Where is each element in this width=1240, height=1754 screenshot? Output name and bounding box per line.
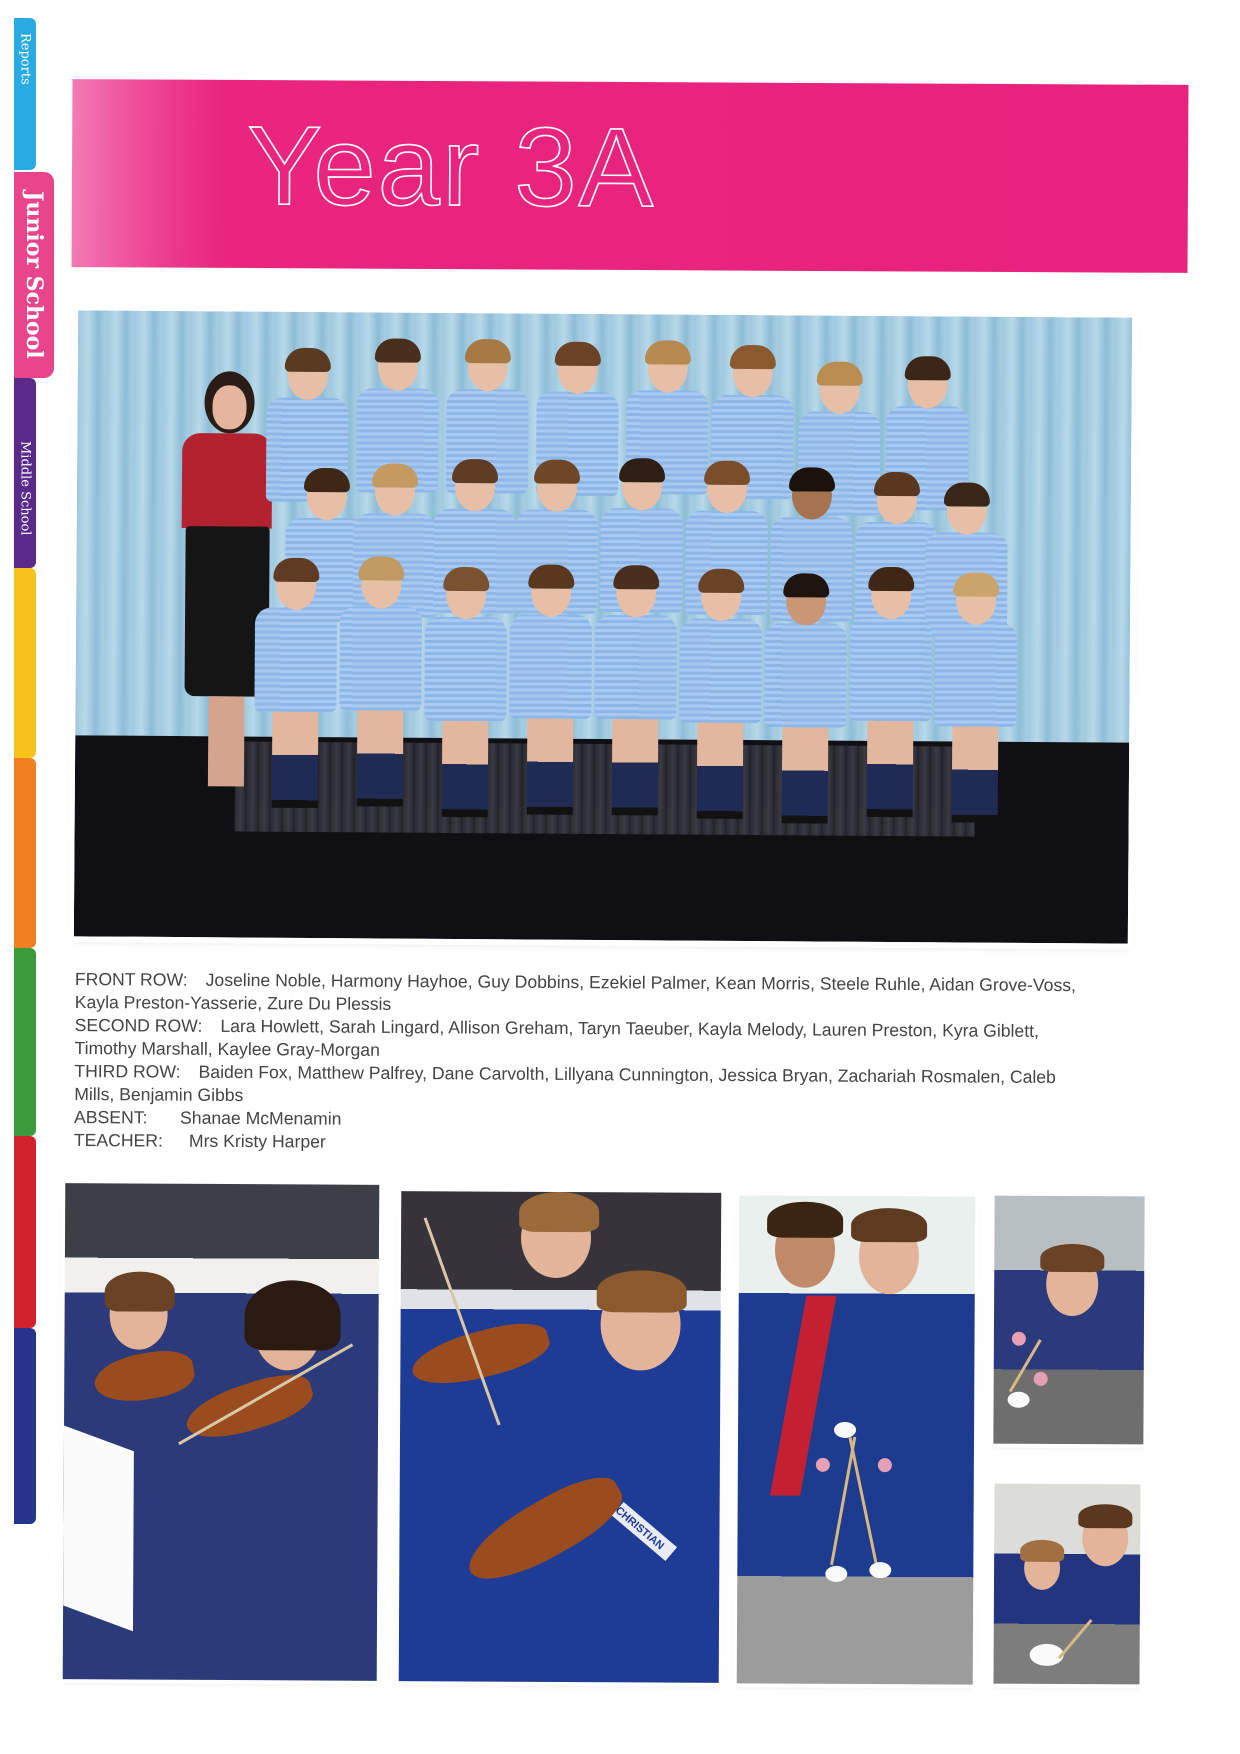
student-hair: [1078, 1504, 1132, 1528]
student-hair: [519, 1192, 599, 1232]
violin: [91, 1346, 197, 1408]
marshmallow: [1034, 1372, 1048, 1386]
marshmallow-girls-photo: [737, 1195, 976, 1684]
third-row-names: Baiden Fox, Matthew Palfrey, Dane Carvolth, Lillyana Cunnington, Jessica Bryan, Zachariah Rosmalen, Caleb: [198, 1061, 1056, 1087]
toothpick: [849, 1437, 878, 1565]
absent-names: Shanae McMenamin: [180, 1107, 342, 1129]
violin-bow: [424, 1217, 501, 1425]
absent-label: ABSENT:: [74, 1106, 148, 1128]
front-row-label: FRONT ROW:: [74, 969, 188, 990]
violin: [180, 1365, 318, 1448]
front-row-line-2: Kayla Preston-Yasserie, Zure Du Plessis: [74, 991, 392, 1014]
teacher-line: [74, 1129, 326, 1154]
third-row-line-2: Mills, Benjamin Gibbs: [74, 1083, 244, 1106]
third-row-label: THIRD ROW:: [74, 1060, 181, 1082]
second-row-label: SECOND ROW:: [74, 1014, 203, 1036]
student-figure: [925, 576, 1027, 827]
side-tab-junior-school: [14, 172, 54, 378]
marshmallow: [825, 1566, 847, 1582]
page-title: Year 3A: [246, 102, 656, 231]
marshmallow-girl-photo: [993, 1196, 1144, 1445]
violin: [407, 1315, 554, 1395]
music-sheet: [63, 1425, 134, 1631]
marshmallow: [1008, 1392, 1030, 1408]
student-hair: [105, 1271, 175, 1311]
violin-girls-photo: [63, 1183, 380, 1681]
class-list-caption: [73, 968, 1155, 1152]
side-tab-yellow: [14, 568, 36, 758]
marshmallow: [869, 1562, 891, 1578]
second-row-line-2: Timothy Marshall, Kaylee Gray-Morgan: [74, 1037, 380, 1060]
student-hair: [244, 1280, 340, 1351]
marshmallow: [1012, 1332, 1026, 1346]
side-tab-navy: [14, 1328, 36, 1524]
violin-boys-photo: [399, 1191, 722, 1683]
front-row-names: Joseline Noble, Harmony Hayhoe, Guy Dobbins, Ezekiel Palmer, Kean Morris, Steele Ruhle, Aidan Grove-Voss,: [205, 969, 1077, 996]
toothpick: [1058, 1619, 1093, 1659]
violin: [457, 1463, 632, 1596]
marshmallow: [834, 1422, 856, 1438]
absent-line: [74, 1106, 341, 1131]
title-banner: [72, 79, 1189, 273]
student-hair: [851, 1208, 927, 1242]
side-tab-orange: [14, 758, 36, 948]
teacher-label: TEACHER:: [73, 1129, 163, 1151]
side-tab-middle-school-label: Middle School: [17, 440, 33, 536]
side-tab-middle-school: [14, 378, 36, 568]
student-hair: [597, 1270, 687, 1312]
side-tab-reports: [14, 18, 36, 170]
teacher-name: Mrs Kristy Harper: [188, 1130, 326, 1152]
side-tab-reports-label: Reports: [17, 33, 33, 85]
marshmallow: [878, 1458, 892, 1472]
marshmallow: [816, 1458, 830, 1472]
second-row-names: Lara Howlett, Sarah Lingard, Allison Greham, Taryn Taeuber, Kayla Melody, Lauren Preston, Kyra Giblett,: [220, 1015, 1039, 1041]
classroom-build-photo: [993, 1484, 1140, 1685]
student-hair: [767, 1202, 843, 1238]
side-tab-junior-school-label: Junior School: [21, 191, 47, 359]
side-tab-red: [14, 1136, 36, 1328]
student-hair: [1020, 1540, 1064, 1562]
shirt-logo-text: CHRISTIAN: [612, 1504, 667, 1553]
class-photo: [74, 310, 1132, 943]
student-hair: [1040, 1244, 1104, 1272]
side-tab-green: [14, 948, 36, 1136]
